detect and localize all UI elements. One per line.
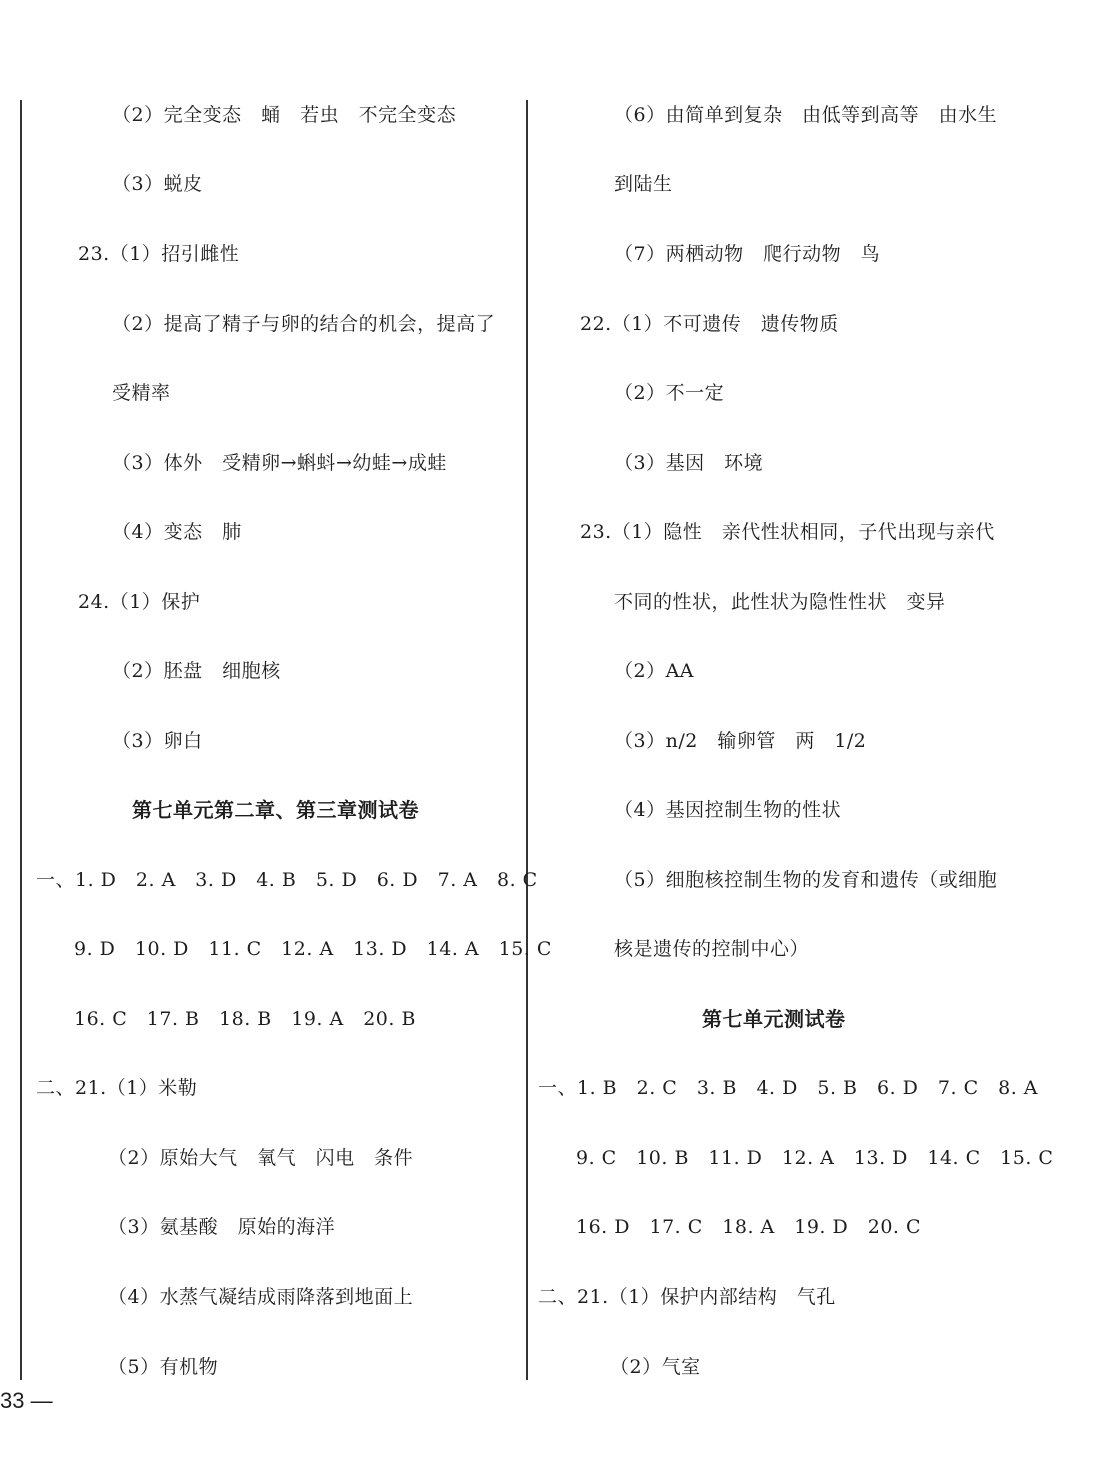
column-divider-rule: [526, 100, 528, 1380]
answer-line: （6）由简单到复杂 由低等到高等 由水生: [614, 104, 998, 126]
answer-line: （3）n/2 输卵管 两 1/2: [614, 730, 867, 752]
answer-line: 24.（1）保护: [78, 591, 201, 613]
answer-line: （5）有机物: [108, 1356, 219, 1378]
section-heading: 第七单元第二章、第三章测试卷: [132, 798, 419, 822]
page-number: 33 —: [0, 1388, 53, 1413]
answer-line: （5）细胞核控制生物的发育和遗传（或细胞: [614, 869, 998, 891]
answer-line: （2）提高了精子与卵的结合的机会，提高了: [112, 313, 496, 335]
answer-line: （2）气室: [610, 1356, 701, 1378]
answer-line: 23.（1）招引雌性: [78, 243, 240, 265]
answer-line: （3）卵白: [112, 730, 203, 752]
answer-line: （4）水蒸气凝结成雨降落到地面上: [108, 1286, 414, 1308]
answer-line: （2）不一定: [614, 382, 725, 404]
answer-line: 一、1. D 2. A 3. D 4. B 5. D 6. D 7. A 8. C: [36, 869, 538, 891]
answer-line: 核是遗传的控制中心）: [614, 938, 810, 960]
left-margin-rule: [20, 100, 22, 1380]
answer-line: （3）体外 受精卵→蝌蚪→幼蛙→成蛙: [112, 452, 447, 474]
answer-line: （3）氨基酸 原始的海洋: [108, 1216, 336, 1238]
answer-line: 到陆生: [614, 173, 673, 195]
answer-line: 9. C 10. B 11. D 12. A 13. D 14. C 15. C: [576, 1147, 1054, 1169]
answer-line: 23.（1）隐性 亲代性状相同，子代出现与亲代: [580, 521, 995, 543]
answer-line: 二、21.（1）米勒: [36, 1077, 198, 1099]
answer-line: 22.（1）不可遗传 遗传物质: [580, 313, 839, 335]
answer-line: 不同的性状，此性状为隐性性状 变异: [614, 591, 946, 613]
answer-line: 一、1. B 2. C 3. B 4. D 5. B 6. D 7. C 8. A: [538, 1077, 1038, 1099]
answer-line: （3）基因 环境: [614, 452, 764, 474]
answer-line: 16. D 17. C 18. A 19. D 20. C: [576, 1216, 922, 1238]
answer-line: （4）基因控制生物的性状: [614, 799, 842, 821]
answer-line: 受精率: [112, 382, 171, 404]
answer-line: （2）原始大气 氧气 闪电 条件: [108, 1147, 414, 1169]
answer-line: 二、21.（1）保护内部结构 气孔: [538, 1286, 836, 1308]
answer-line: （2）AA: [614, 660, 695, 682]
answer-line: 9. D 10. D 11. C 12. A 13. D 14. A 15. C: [74, 938, 552, 960]
answer-line: （2）完全变态 蛹 若虫 不完全变态: [112, 104, 457, 126]
answer-line: （2）胚盘 细胞核: [112, 660, 281, 682]
answer-line: 16. C 17. B 18. B 19. A 20. B: [74, 1008, 416, 1030]
section-heading: 第七单元测试卷: [702, 1007, 846, 1031]
answer-line: （7）两栖动物 爬行动物 鸟: [614, 243, 881, 265]
answer-line: （4）变态 肺: [112, 521, 242, 543]
answer-line: （3）蜕皮: [112, 173, 203, 195]
